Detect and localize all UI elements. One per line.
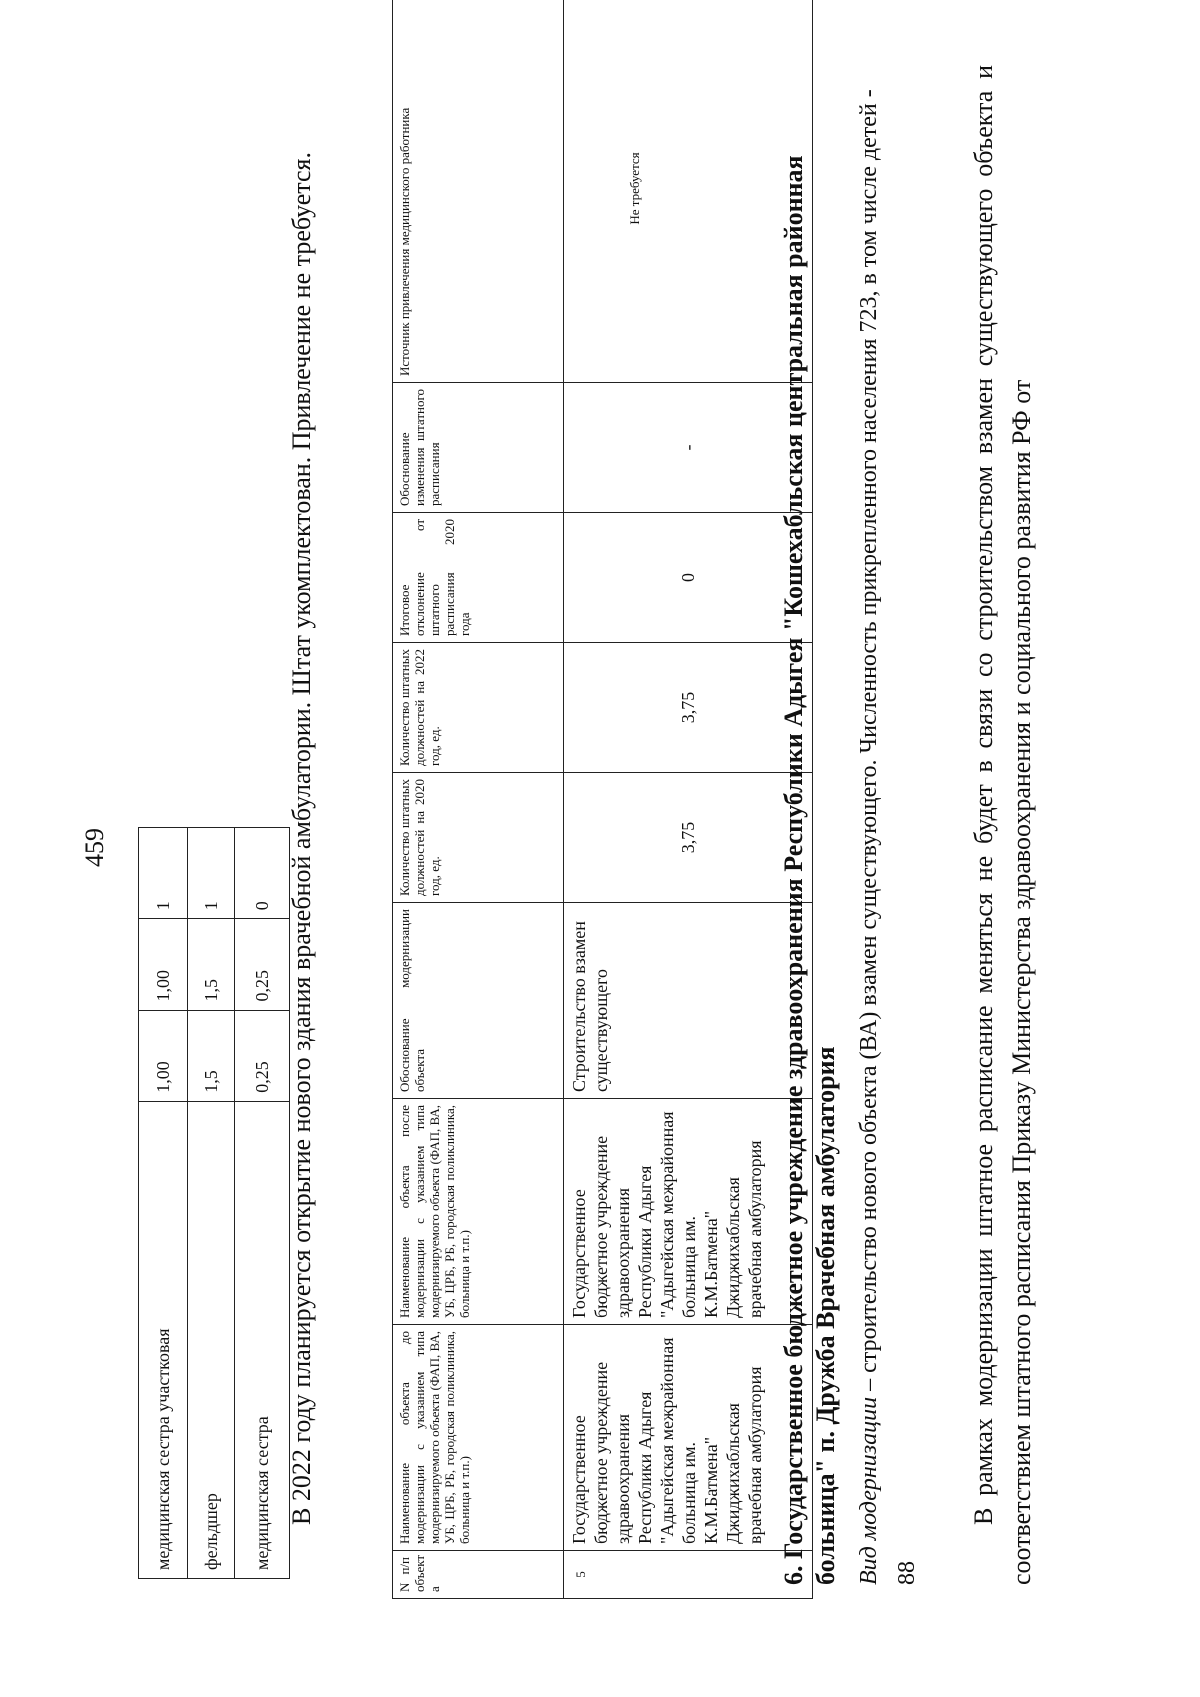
section-heading: 6. Государственное бюджетное учреждение здравоохранения Республики Адыгея "Кошехабльская центральная районная больница" п. Дружба Врачебная амбулатория: [779, 155, 840, 1585]
table-cell: 0: [564, 513, 813, 643]
table-cell: Строительство взамен существующего: [564, 903, 813, 1099]
column-header: Наименование объекта до модернизации с указанием типа модернизируемого объекта (ФАП, ВА, УБ, ЦРБ, РБ, городская поликлиника, больница и т.п.): [393, 1325, 564, 1551]
table-row: [235, 828, 290, 1579]
table-cell: 3,75: [564, 773, 813, 903]
column-header: Источник привлечения медицинского работника: [393, 0, 564, 383]
paragraph-text: – строительство нового объекта (ВА) взамен существующего. Численность прикрепленного населения 723, в том числе детей - 88: [856, 89, 920, 1585]
table-cell: 3,75: [564, 643, 813, 773]
table-cell: 0: [235, 828, 290, 919]
paragraph: [965, 65, 1041, 1585]
table-cell: 1: [188, 828, 235, 919]
table-cell: медицинская сестра участковая: [139, 1101, 188, 1578]
table-cell: 1,5: [188, 919, 235, 1010]
table-cell: 1,00: [139, 1010, 188, 1101]
table-cell: Не требуется: [564, 0, 813, 383]
table-cell: медицинская сестра: [235, 1101, 290, 1578]
table-cell: 1: [139, 828, 188, 919]
table-cell: Государственное бюджетное учреждение здравоохранения Республики Адыгея "Адыгейская межрайонная больница им. К.М.Батмена" Джиджихабльская врачебная амбулатория: [564, 1099, 813, 1325]
table-cell: 0,25: [235, 919, 290, 1010]
paragraph: [850, 65, 926, 1585]
column-header: N п/п объект а: [393, 1551, 564, 1599]
table-cell: 0,25: [235, 1010, 290, 1101]
table-row: [188, 828, 235, 1579]
table-row: [564, 0, 813, 1599]
table-cell: Государственное бюджетное учреждение здравоохранения Республики Адыгея "Адыгейская межрайонная больница им. К.М.Батмена" Джиджихабльская врачебная амбулатория: [564, 1325, 813, 1551]
table-header-row: [393, 0, 564, 1599]
table-cell: 1,00: [139, 919, 188, 1010]
paragraph-text: В рамках модернизации штатное расписание меняться не будет в связи со строительством взамен существующего объекта и соответствием штатного расписания Приказу Министерства здравоохранения и социального развития РФ от: [969, 65, 1036, 1585]
modernization-table: [392, 0, 813, 1599]
table-row: [139, 828, 188, 1579]
column-header: Количество штатных должностей на 2020 год, ед.: [393, 773, 564, 903]
table-cell: -: [564, 383, 813, 513]
paragraph-text: В 2022 году планируется открытие нового здания врачебной амбулатории. Штат укомплектован. Привлечение не требуется.: [287, 152, 316, 1525]
staff-table: [138, 827, 290, 1579]
table-cell: 1,5: [188, 1010, 235, 1101]
page-number: 459: [80, 828, 109, 867]
column-header: Обоснование изменения штатного расписания: [393, 383, 564, 513]
column-header: Количество штатных должностей на 2022 год, ед.: [393, 643, 564, 773]
table-cell: фельдшер: [188, 1101, 235, 1578]
table-cell: 5: [564, 1551, 813, 1599]
column-header: Итоговое отклонение от штатного расписания 2020 года: [393, 513, 564, 643]
modernization-label: Вид модернизации: [856, 1396, 882, 1585]
column-header: Наименование объекта после модернизации с указанием типа модернизируемого объекта (ФАП, ВА, УБ, ЦРБ, РБ, городская поликлиника, больница и т.п.): [393, 1099, 564, 1325]
paragraph: [283, 65, 321, 1585]
column-header: Обоснование модернизации объекта: [393, 903, 564, 1099]
